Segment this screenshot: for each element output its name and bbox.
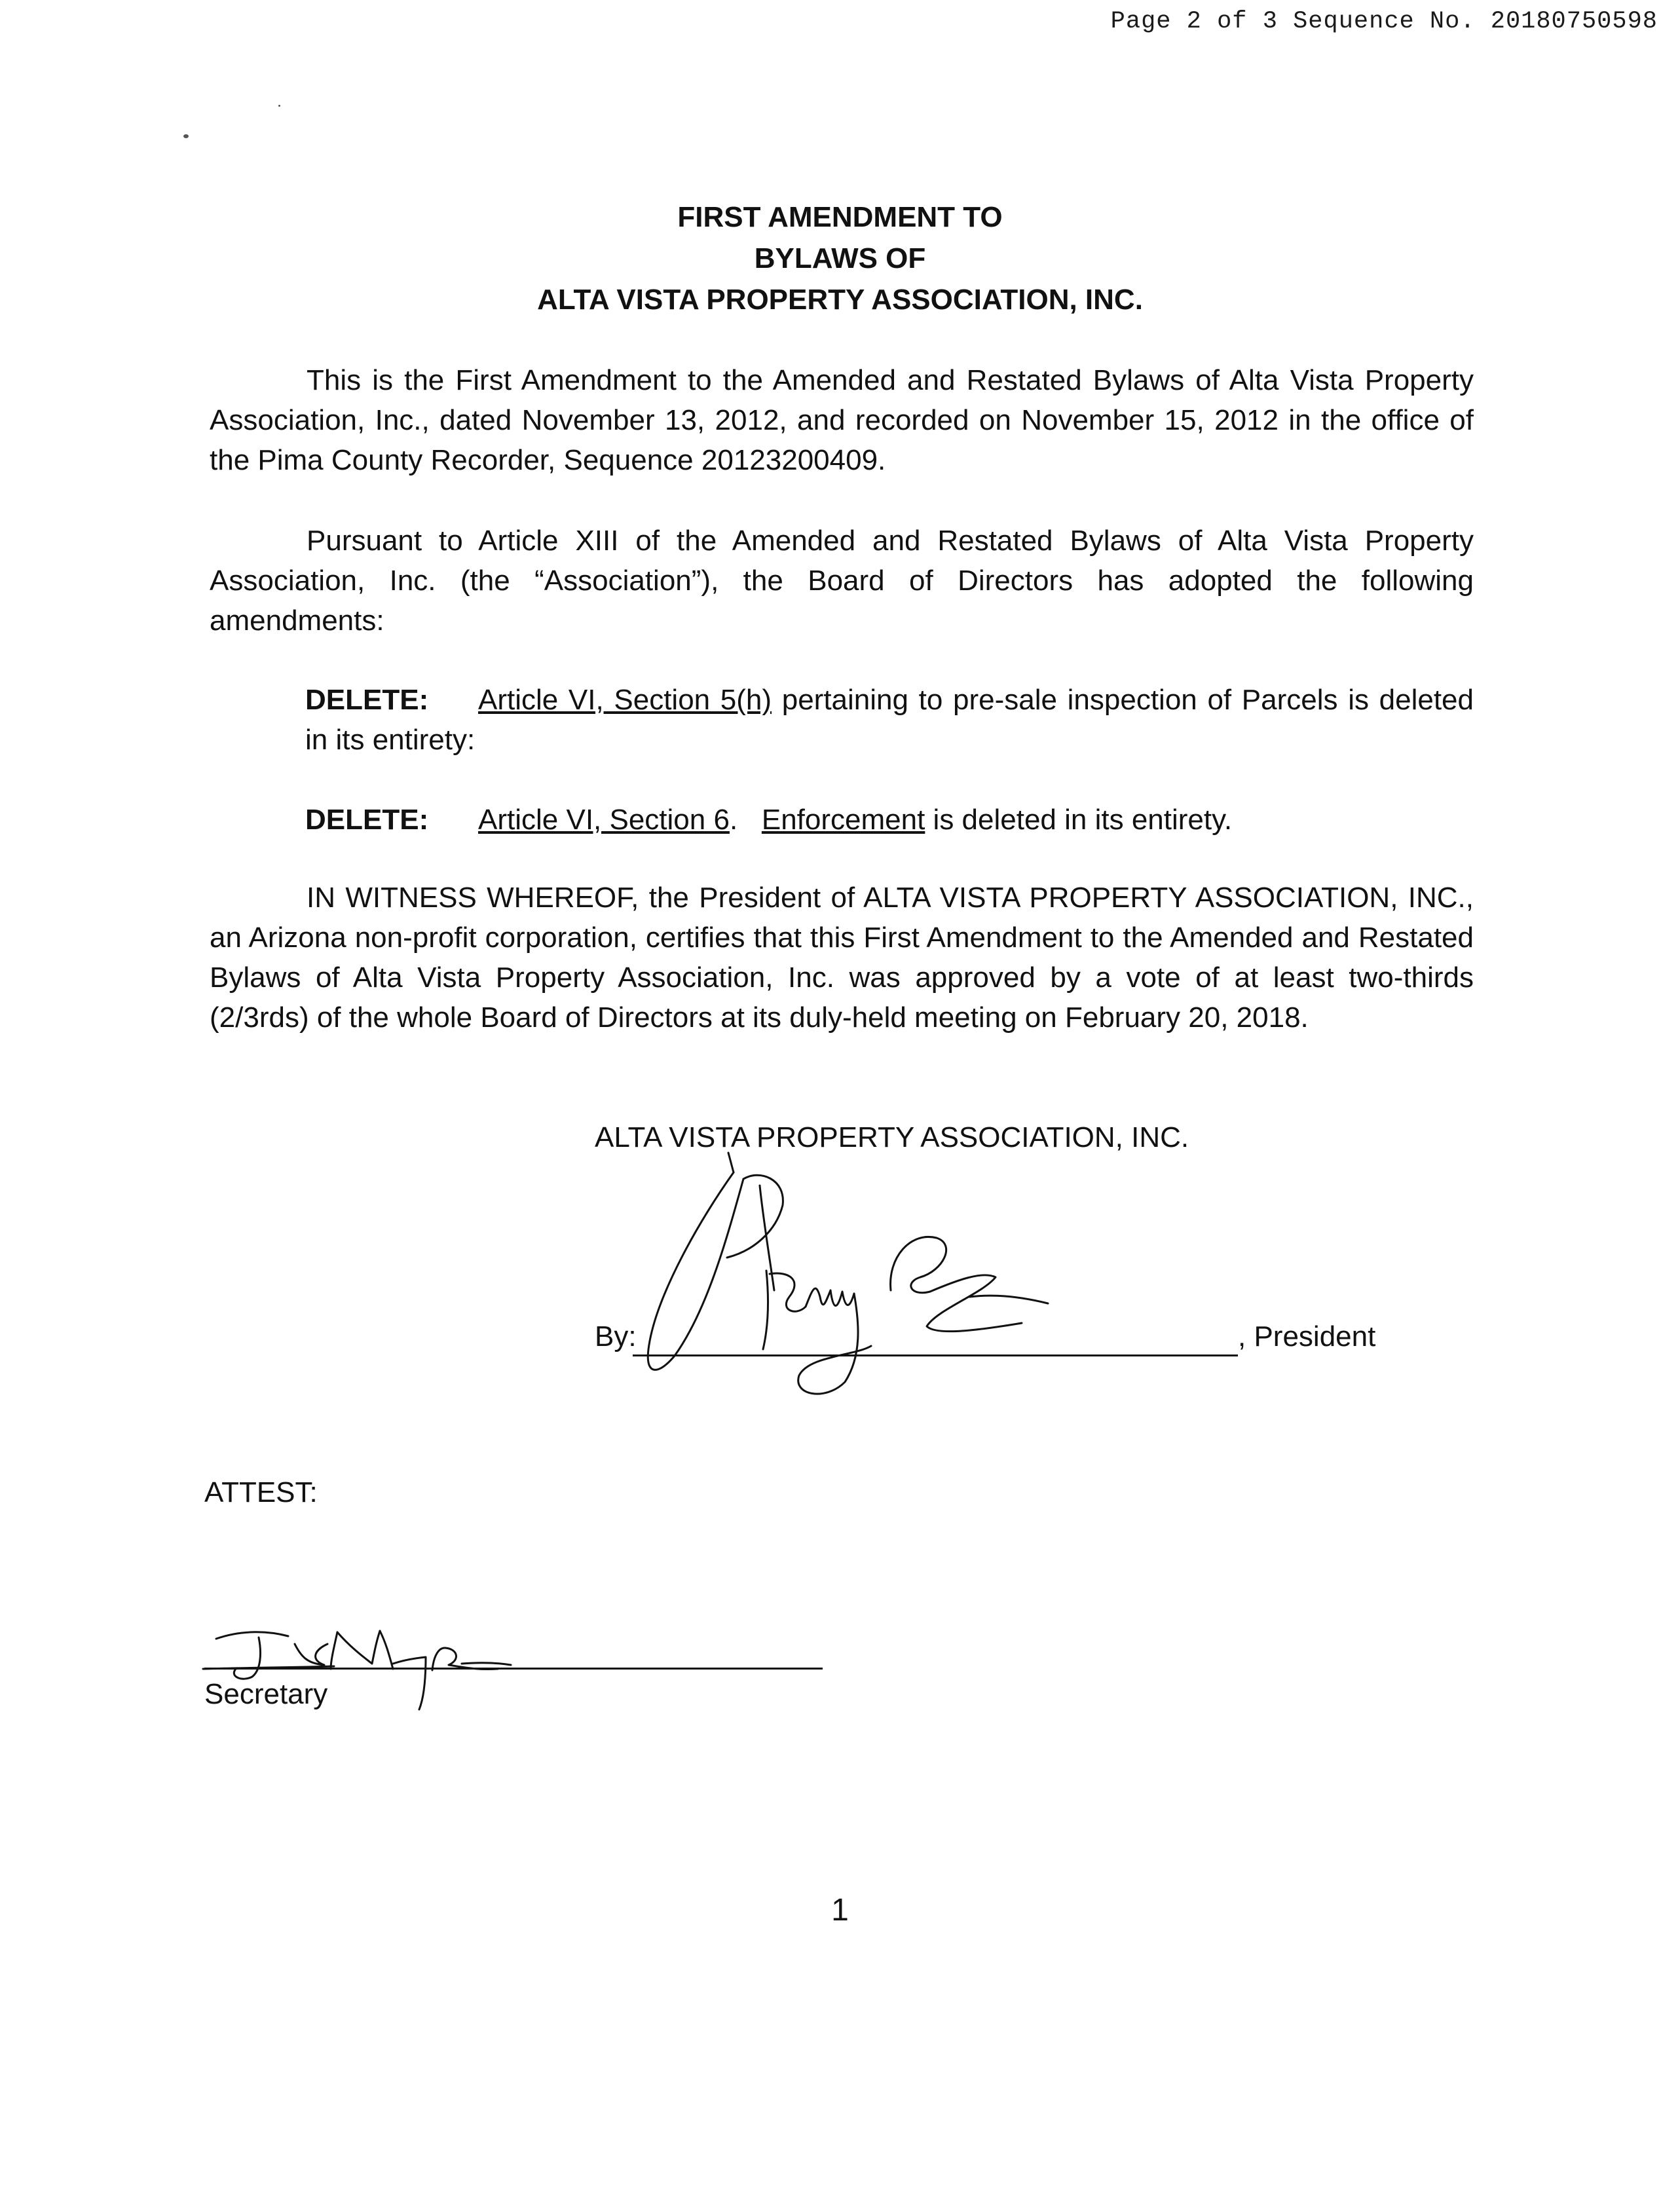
section-heading: Enforcement [761, 804, 925, 836]
attest-label: ATTEST: [204, 1476, 318, 1508]
article-reference: Article VI, Section 6 [478, 804, 730, 836]
page-number: 1 [831, 1893, 849, 1928]
recorder-page-stamp: Page 2 of 3 Sequence No. 20180750598 [1110, 8, 1658, 35]
witness-paragraph [210, 878, 1474, 1037]
association-name: ALTA VISTA PROPERTY ASSOCIATION, INC. [595, 1121, 1189, 1153]
delete-label: DELETE: [305, 804, 429, 836]
deletion-text: pertaining to pre-sale inspection of Parcels is deleted in its entirety: [305, 684, 1474, 756]
pursuant-text: Pursuant to Article XIII of the Amended and Restated Bylaws of Alta Vista Property Association, Inc. (the “Association”), the Board of Directors has adopted the following amendments: [210, 525, 1474, 637]
scan-speck [183, 134, 189, 138]
witness-text: IN WITNESS WHEREOF, the President of ALTA VISTA PROPERTY ASSOCIATION, INC., an Arizona non-profit corporation, certifies that this First Amendment to the Amended and Restated Bylaws of Alta Vista Property Association, Inc. was approved by a vote of at least two-thirds (2/3rds) of the whole Board of Directors at its duly-held meeting on February 20, 2018. [210, 882, 1474, 1034]
secretary-signature-line [204, 1668, 823, 1670]
article-reference: Article VI, Section 5(h) [478, 684, 772, 716]
secretary-title: Secretary [204, 1678, 328, 1710]
deletion-text: is deleted in its entirety. [925, 804, 1233, 836]
president-signature [629, 1140, 1127, 1415]
by-label: By: [595, 1320, 637, 1353]
deletion-item [305, 680, 1474, 760]
delete-label: DELETE: [305, 684, 429, 716]
scan-speck [278, 105, 280, 107]
reference-separator: . [729, 804, 762, 836]
title-line-1: FIRST AMENDMENT TO [677, 201, 1003, 233]
president-title: , President [1238, 1320, 1376, 1353]
title-line-3: ALTA VISTA PROPERTY ASSOCIATION, INC. [537, 284, 1143, 316]
document-title [0, 196, 1680, 320]
signature-line [633, 1354, 1238, 1356]
intro-text: This is the First Amendment to the Amended and Restated Bylaws of Alta Vista Property Association, Inc., dated November 13, 2012, and recorded on November 15, 2012 in the office of the Pima County Recorder, Sequence 20123200409. [210, 364, 1474, 476]
title-line-2: BYLAWS OF [754, 242, 926, 274]
deletion-item [305, 800, 1474, 840]
intro-paragraph [210, 360, 1474, 480]
pursuant-paragraph [210, 521, 1474, 641]
